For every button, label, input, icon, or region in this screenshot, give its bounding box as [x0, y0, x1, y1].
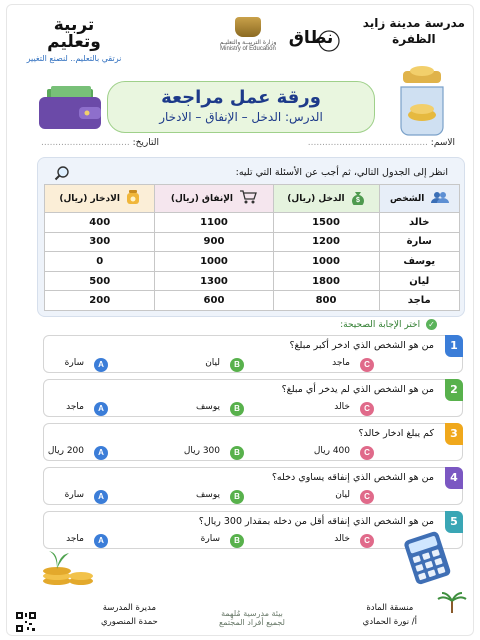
question-text: من هو الشخص الذي إنفاقه أقل من دخله بمقدار 300 ريال؟ [198, 516, 434, 527]
question-item [43, 379, 463, 417]
school-info [363, 15, 465, 47]
option-letter-badge: A [94, 490, 108, 504]
date-line [41, 138, 159, 148]
slogan-line-1: بيئة مدرسية مُلهِمة [221, 609, 283, 618]
qr-code-icon [15, 611, 37, 633]
question-text: كم يبلغ ادخار خالد؟ [358, 428, 434, 439]
table-cell: يوسف [379, 252, 459, 272]
table-cell: 0 [45, 252, 155, 272]
questions-heading: ✓ اختر الإجابة الصحيحة: [340, 319, 437, 330]
name-field[interactable]: .......................................... [307, 138, 428, 148]
option-letter-badge: C [360, 490, 374, 504]
svg-text:$: $ [355, 197, 360, 204]
slogan-line-2: لجميع أفراد المجتمع [219, 618, 285, 627]
coordinator-name: أ/ نورة الحمادي [362, 617, 417, 627]
date-label: التاريخ: [132, 138, 159, 148]
school-slogan-logo [187, 609, 317, 627]
table-cell: 1500 [273, 213, 379, 233]
magnifier-icon [54, 165, 70, 181]
table-row [45, 291, 460, 311]
brand-logo [15, 17, 133, 63]
calculator-icon [399, 529, 455, 585]
school-region: الظفرة [392, 32, 436, 46]
option-letter-badge: C [360, 446, 374, 460]
principal-title: مديرة المدرسة [102, 603, 157, 613]
table-cell: سارة [379, 232, 459, 252]
option-label: سارة [64, 490, 84, 500]
brand-tagline: نرتقي بالتعليم.. لنصنع التغيير [26, 54, 122, 63]
table-cell: 600 [155, 291, 273, 311]
option-label: خالد [334, 402, 350, 412]
question-number-badge: 4 [445, 467, 463, 489]
principal-name: حمدة المنصوري [101, 617, 158, 627]
option-label: يوسف [195, 402, 220, 412]
table-cell: 300 [45, 232, 155, 252]
name-line [308, 138, 455, 148]
coins-plant-icon [37, 541, 97, 587]
table-cell: 1000 [155, 252, 273, 272]
brand-line-2: وتعليم [47, 32, 101, 52]
question-item [43, 423, 463, 461]
option-letter-badge: C [360, 402, 374, 416]
question-number-badge: 5 [445, 511, 463, 533]
page-header [7, 9, 473, 67]
nitaq-logo-text: نطاق [289, 28, 334, 48]
question-item [43, 467, 463, 505]
coin-jar-icon [393, 65, 451, 137]
question-number-badge: 1 [445, 335, 463, 357]
table-row [45, 213, 460, 233]
option-label: ليان [335, 490, 350, 500]
option-letter-badge: C [360, 358, 374, 372]
school-name: مدرسة مدينة زايد [362, 16, 465, 30]
table-cell: 1200 [273, 232, 379, 252]
income-table [44, 184, 460, 311]
emblem-icon [235, 17, 261, 37]
option-letter-badge: B [230, 446, 244, 460]
table-cell: 500 [45, 271, 155, 291]
option-label: سارة [64, 358, 84, 368]
people-icon [431, 191, 449, 206]
option-letter-badge: B [230, 490, 244, 504]
table-cell: 800 [273, 291, 379, 311]
question-text: من هو الشخص الذي ادخر أكبر مبلغ؟ [289, 340, 434, 351]
table-cell: ماجد [379, 291, 459, 311]
worksheet-page [6, 4, 474, 636]
option-label: ليان [205, 358, 220, 368]
table-row [45, 252, 460, 272]
principal-signature [101, 601, 158, 629]
question-text: من هو الشخص الذي إنفاقه يساوي دخله؟ [271, 472, 434, 483]
brand-line-1: تربية [53, 15, 95, 35]
option-label: ماجد [332, 358, 350, 368]
table-cell: ليان [379, 271, 459, 291]
wallet-icon [35, 85, 105, 131]
table-cell: 1800 [273, 271, 379, 291]
table-cell: 400 [45, 213, 155, 233]
data-table-card [37, 157, 465, 317]
option-letter-badge: A [94, 402, 108, 416]
option-letter-badge: B [230, 358, 244, 372]
table-cell: خالد [379, 213, 459, 233]
option-letter-badge: A [94, 534, 108, 548]
lesson-title: الدرس: الدخل – الإنفاق – الادخار [159, 110, 323, 124]
option-label: 200 ريال [47, 446, 84, 456]
option-label: خالد [334, 534, 350, 544]
name-label: الاسم: [430, 138, 455, 148]
table-instruction [50, 165, 452, 181]
ministry-name-en: Ministry of Education [220, 46, 276, 52]
ministry-logo [193, 17, 303, 52]
option-label: ماجد [66, 534, 84, 544]
col-header-spending: الإنفاق (ريال) [155, 185, 273, 213]
option-label: ماجد [66, 402, 84, 412]
question-text: من هو الشخص الذي لم يدخر أي مبلغ؟ [281, 384, 434, 395]
option-label: سارة [200, 534, 220, 544]
option-letter-badge: A [94, 446, 108, 460]
option-label: 400 ريال [313, 446, 350, 456]
table-row [45, 271, 460, 291]
question-number-badge: 2 [445, 379, 463, 401]
coordinator-title: منسقة المادة [366, 603, 414, 613]
worksheet-title: ورقة عمل مراجعة [161, 87, 321, 108]
check-icon: ✓ [426, 319, 437, 330]
table-cell: 900 [155, 232, 273, 252]
instruction-text: انظر إلى الجدول التالي، ثم أجب عن الأسئلة التي تليه: [235, 167, 448, 178]
option-letter-badge: C [360, 534, 374, 548]
shopping-cart-icon [239, 190, 257, 207]
question-item [43, 335, 463, 373]
option-letter-badge: A [94, 358, 108, 372]
date-field[interactable]: ............................... [41, 138, 130, 148]
table-cell: 1100 [155, 213, 273, 233]
ministry-name-ar: وزارة التربيــة والتعليـم [219, 39, 277, 46]
table-row [45, 232, 460, 252]
option-label: يوسف [195, 490, 220, 500]
option-letter-badge: B [230, 402, 244, 416]
coordinator-signature [363, 601, 417, 629]
option-label: 300 ريال [183, 446, 220, 456]
option-letter-badge: B [230, 534, 244, 548]
money-bag-icon [351, 189, 365, 208]
table-cell: 1000 [273, 252, 379, 272]
savings-jar-icon [126, 189, 140, 208]
question-number-badge: 3 [445, 423, 463, 445]
title-banner [107, 81, 375, 133]
table-cell: 1300 [155, 271, 273, 291]
col-header-savings: الادخار (ريال) [45, 185, 155, 213]
col-header-person: الشخص [379, 185, 459, 213]
col-header-income: $ الدخل (ريال) [273, 185, 379, 213]
table-cell: 200 [45, 291, 155, 311]
palm-tree-icon [437, 591, 467, 613]
table-header-row [45, 185, 460, 213]
